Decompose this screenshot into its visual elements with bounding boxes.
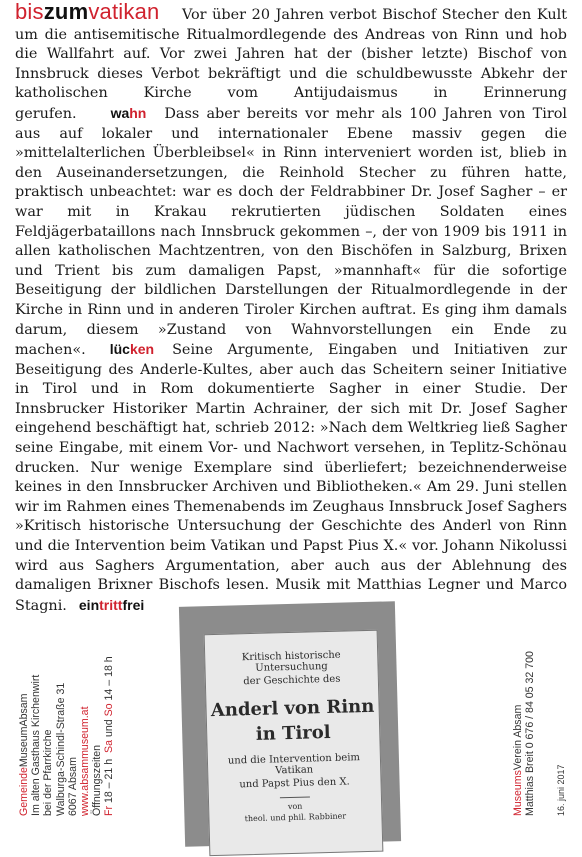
museum-address-line-3: Walburga-Schindl-Straße 31 <box>54 682 67 816</box>
tag-wahn-part1: wa <box>110 104 130 121</box>
org-gemeinde: Gemeinde <box>18 767 30 816</box>
hours-sa: Sa <box>103 740 116 753</box>
book-title-1: Anderl von Rinn <box>210 695 375 722</box>
section-tag-eintritt-frei <box>79 597 144 613</box>
tag-eintritt-part1: ein <box>78 596 100 613</box>
brand-part-bis: bis <box>15 0 44 24</box>
hours-fr: Fr <box>103 806 116 816</box>
museum-address-line-2: bei der Pfarrkirche <box>42 729 55 816</box>
tag-eintritt-part2: tritt <box>99 596 123 613</box>
museum-address-line-4: 6067 Absam <box>66 757 79 816</box>
section-tag-wahn <box>111 105 147 121</box>
brand-part-vatikan: vatikan <box>88 0 160 24</box>
hours-so: So <box>103 703 116 717</box>
museum-address-line-1: Im alten Gasthaus Kirchenwirt <box>30 674 43 816</box>
book-divider <box>280 797 310 799</box>
verein-contact: Matthias Breit 0 676 / 84 05 32 700 <box>524 651 537 816</box>
opening-hours <box>103 656 115 816</box>
book-line-5: von <box>287 801 303 812</box>
book-line-2: der Geschichte des <box>243 673 341 688</box>
org-museums: Museums <box>512 770 524 816</box>
opening-hours-label: Öffnungszeiten <box>91 744 104 816</box>
verein-org-name <box>512 651 524 816</box>
tag-wahn-part2: hn <box>129 104 147 121</box>
museum-website-link[interactable]: www.absammuseum.at <box>79 706 92 816</box>
date-label: 16. juni 2017 <box>556 764 566 816</box>
book-line-3: und die Intervention beim Vatikan <box>227 752 361 777</box>
brand-logo <box>15 0 159 24</box>
hours-und: und <box>103 719 116 738</box>
article-text <box>15 2 567 616</box>
book-line-1: Kritisch historische Untersuchung <box>241 649 341 674</box>
book-cover-photo <box>179 601 401 847</box>
paragraph-2: Dass aber bereits vor mehr als 100 Jahren von Tirol aus auf lokaler und internationaler Ebene massiv gegen die »mittelalterlichen Überbleibsel« in Rinn interveniert worden ist, blieb in den Auseinandersetzungen, die Reinhold Stecher zu führen hatte, praktisch unbeachtet: war es doch der Feldrabbiner Dr. Josef Sagher – er war mit in Krakau rekrutierten jüdischen Soldaten eines Feldjägerbataillons nach Innsbruck gekommen –, der von 1909 bis 1911 in allen katholischen Machtzentren, von den Bischöfen in Salzburg, Brixen und Trient bis zum damaligen Papst, »mannhaft« für die sofortige Beseitigung der bildlichen Darstellungen der Ritualmordlegende in der Kirche in Rinn und in anderen Tiroler Kirchen auftrat. Es ging ihm damals darum, diesem »Zustand von Wahnvorstellungen ein Ende zu machen«. <box>15 105 567 359</box>
hours-fr-time: 18 – 21 h <box>103 758 116 804</box>
org-museum: MuseumAbsam <box>18 693 30 768</box>
book-line-4: und Papst Pius den X. <box>239 776 350 791</box>
tag-luecken-part1: lüc <box>109 341 130 358</box>
hours-we-time: 14 – 18 h <box>103 656 116 701</box>
museum-org-name <box>18 656 30 816</box>
paragraph-1: Vor über 20 Jahren verbot Bischof Stecher den Kult um die antisemitische Ritualmordlegende des Andreas von Rinn und hob die Wallfahrt auf. Vor zwei Jahren hat der (bisher letzte) Bischof von Innsbruck dieses Verbot bekräftigt und die schuldbewusste Abkehr der katholischen Kirche vom Antijudaismus in Erinnerung gerufen. <box>15 7 567 122</box>
brand-part-zum: zum <box>43 0 89 24</box>
paragraph-3: Seine Argumente, Eingaben und Initiativen zur Beseitigung des Anderle-Kultes, aber auch das Scheitern seiner Initiative in Tirol und in Rom dokumentierte Sagher in einer Studie. Der Innsbrucker Historiker Martin Achrainer, der sich mit Dr. Josef Sagher eingehend beschäftigt hat, schrieb 2012: »Nach dem Weltkrieg ließ Sagher seine Eingabe, mit einem Vor- und Nachwort versehen, in Teplitz-Schönau drucken. Nur wenige Exemplare sind überliefert; bezeichnenderweise keines in den Innsbrucker Archiven und Bibliotheken.« Am 29. Juni stellen wir im Rahmen eines Themenabends im Zeughaus Innsbruck Josef Saghers »Kritisch historische Untersuchung der Geschichte des Anderl von Rinn und die Intervention beim Vatikan und Papst Pius X.« vor. Johann Nikolussi wird aus Saghers Argumentation, aber auch aus der Ablehnung des damaligen Brixner Bischofs lesen. Musik mit Matthias Legner und Marco Stagni. <box>15 342 567 614</box>
book-title-2: in Tirol <box>255 721 331 745</box>
section-tag-luecken <box>110 341 154 357</box>
book-title-page <box>204 630 384 856</box>
book-line-6: theol. und phil. Rabbiner <box>244 811 347 824</box>
tag-eintritt-part3: frei <box>122 596 145 613</box>
org-verein: Verein Absam <box>512 704 524 771</box>
tag-luecken-part2: ken <box>129 341 155 358</box>
